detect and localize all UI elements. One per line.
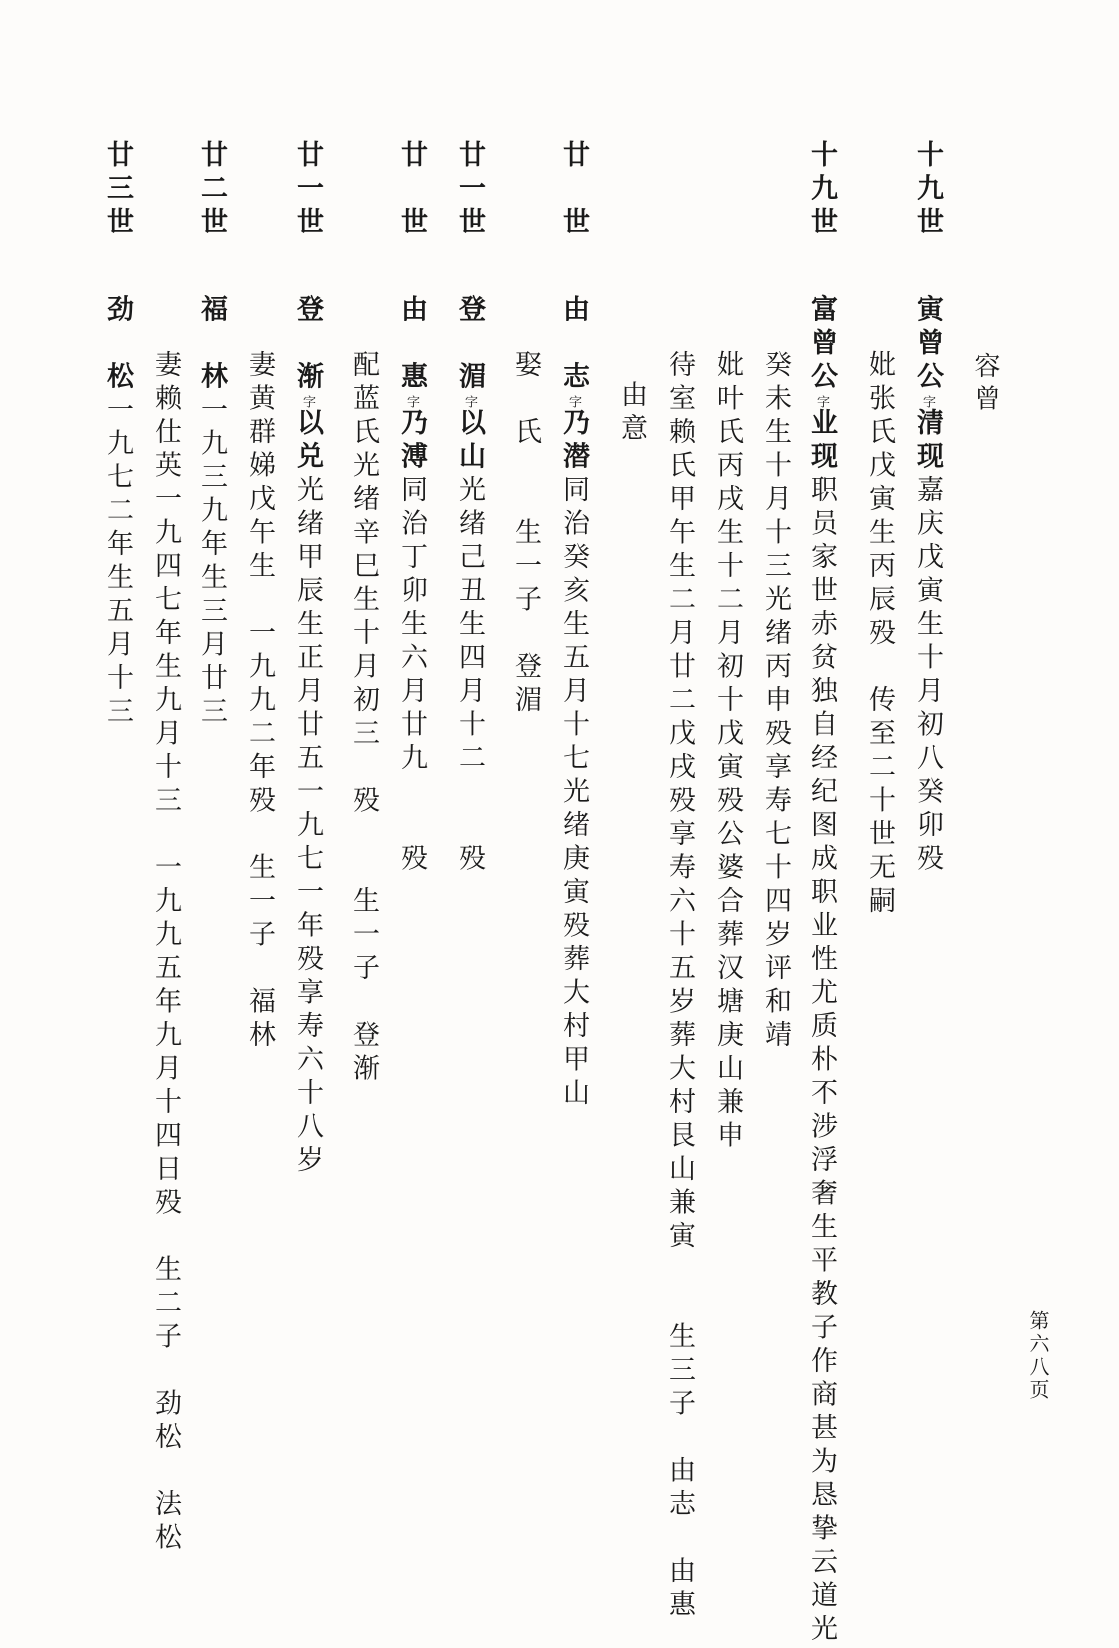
entry-detail: 一九七二年生五月十三 <box>102 395 133 731</box>
entry-continuation-line: 癸未生十月十三光绪丙申殁享寿七十四岁评和靖 <box>760 350 791 1054</box>
entry-detail: 同治癸亥生五月十七光绪庚寅殁葬大村甲山 <box>558 475 589 1112</box>
entry-main-line <box>104 140 131 730</box>
entry-detail: 一九三九年生三月廿三 <box>196 395 227 731</box>
generation-label: 廿二世 <box>196 140 227 241</box>
generation-label: 十九世 <box>912 140 943 241</box>
entry-main-line <box>808 140 835 1648</box>
person-name: 登 湄 <box>454 294 485 396</box>
generation-label: 十九世 <box>806 140 837 241</box>
generation-label: 廿一世 <box>454 140 485 241</box>
courtesy-name: 以兑 <box>292 408 323 476</box>
entry-main-line <box>198 140 225 730</box>
entry-main-line <box>560 140 587 1112</box>
concubine-line: 待室赖氏甲午生二月廿二戊戌殁享寿六十五岁葬大村艮山兼寅 生三子 由志 由惠 <box>664 350 695 1623</box>
courtesy-name: 乃溥 <box>396 408 427 476</box>
person-name: 由 志 <box>558 294 589 396</box>
courtesy-name: 清现 <box>912 408 943 476</box>
entry-main-line <box>456 140 483 877</box>
page-number: 第六八页 <box>1026 1310 1050 1402</box>
entry-detail: 同治丁卯生六月廿九 殁 <box>396 475 427 878</box>
generation-label: 廿 世 <box>558 140 589 241</box>
wife-line: 妻黄群娣戊午生 一九九二年殁 生一子 福林 <box>244 350 275 1054</box>
zi-mark: 字 <box>920 395 935 409</box>
courtesy-name: 以山 <box>454 408 485 476</box>
entry-main-line <box>914 140 941 877</box>
entry-detail: 光绪己丑生四月十二 殁 <box>454 475 485 878</box>
wife-line: 配蓝氏光绪辛巳生十月初三 殁 生一子 登渐 <box>348 350 379 1087</box>
entry-detail: 嘉庆戊寅生十月初八癸卯殁 <box>912 475 943 878</box>
zi-mark: 字 <box>300 395 315 409</box>
generation-label: 廿一世 <box>292 140 323 241</box>
entry-main-line <box>294 140 321 1179</box>
zi-mark: 字 <box>462 395 477 409</box>
entry-detail: 光绪甲辰生正月廿五一九七一年殁享寿六十八岁 <box>292 475 323 1179</box>
zi-mark: 字 <box>814 395 829 409</box>
wife-line: 妻赖仕英一九四七年生九月十三 一九九五年九月十四日殁 生二子 劲松 法松 <box>150 350 181 1556</box>
person-name: 登 渐 <box>292 294 323 396</box>
zi-mark: 字 <box>404 395 419 409</box>
entry-detail: 职员家世赤贫独自经纪图成职业性尤质朴不涉浮奢生平教子作商甚为恳挚云道光 <box>806 475 837 1648</box>
zi-mark: 字 <box>566 395 581 409</box>
person-name: 富曾公 <box>806 294 837 396</box>
family-head-label: 容曾 <box>970 352 1000 417</box>
entry-main-line <box>398 140 425 877</box>
wife-line: 妣张氏戊寅生丙辰殁 传至二十世无嗣 <box>864 350 895 920</box>
generation-label: 廿三世 <box>102 140 133 241</box>
person-name: 寅曾公 <box>912 294 943 396</box>
extra-child-line: 由意 <box>616 380 647 447</box>
person-name: 由 惠 <box>396 294 427 396</box>
wife-line: 娶 氏 生一子 登湄 <box>510 350 541 719</box>
courtesy-name: 业现 <box>806 408 837 476</box>
person-name: 劲 松 <box>102 294 133 396</box>
wife-line: 妣叶氏丙戌生十二月初十戊寅殁公婆合葬汉塘庚山兼申 <box>712 350 743 1154</box>
generation-label: 廿 世 <box>396 140 427 241</box>
courtesy-name: 乃潜 <box>558 408 589 476</box>
person-name: 福 林 <box>196 294 227 396</box>
